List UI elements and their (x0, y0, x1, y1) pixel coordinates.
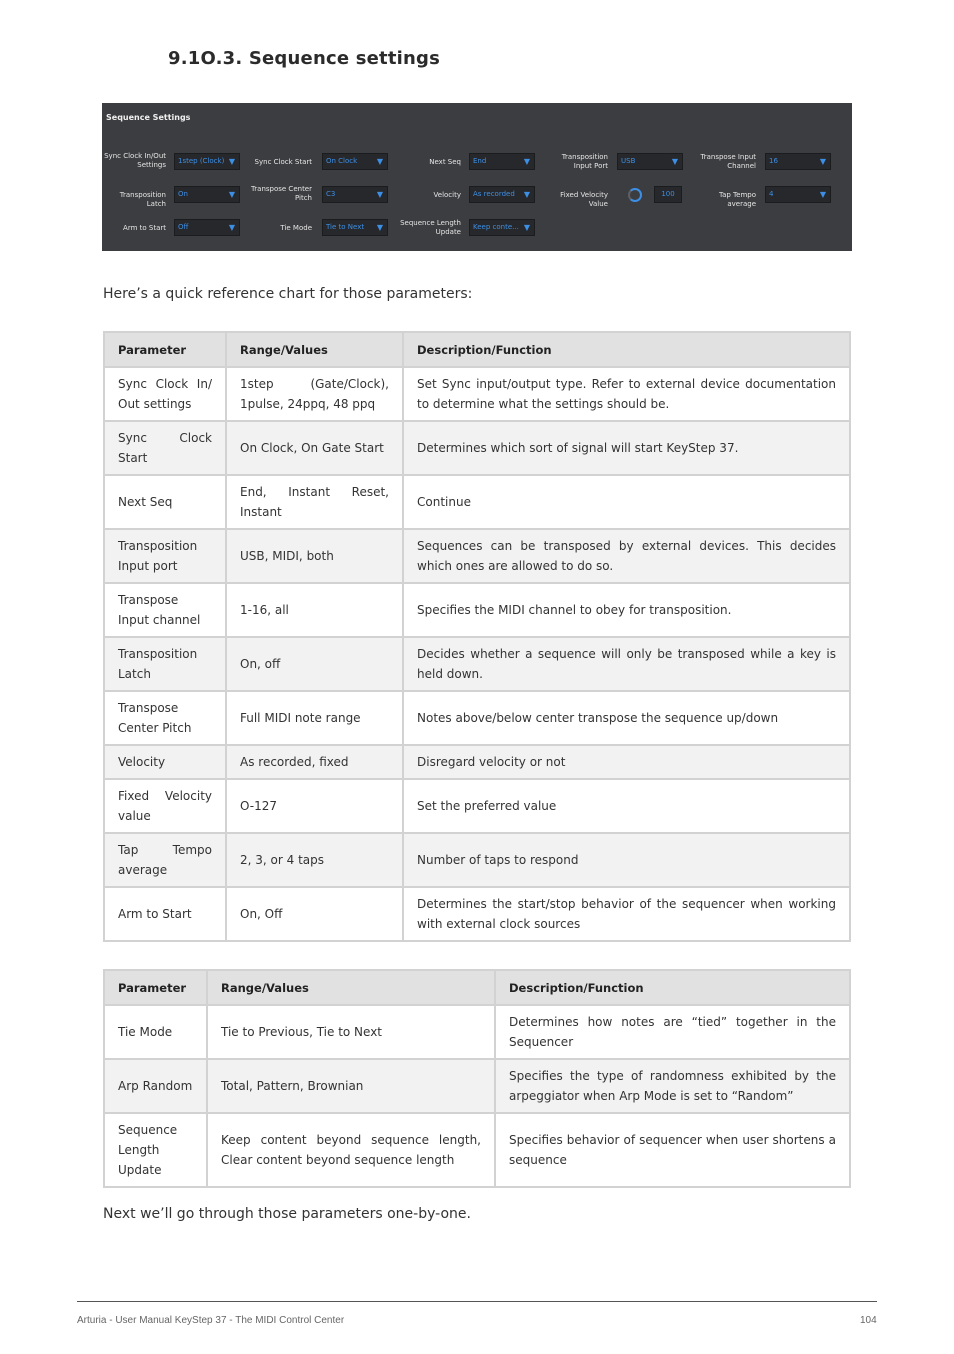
cell-range: Full MIDI note range (226, 691, 403, 745)
cell-range: End, Instant Reset, Instant (226, 475, 403, 529)
cell-range: USB, MIDI, both (226, 529, 403, 583)
transpose-center-pitch-select[interactable]: C3 ▼ (322, 186, 388, 203)
cell-parameter: Sequence Length Update (104, 1113, 207, 1187)
fixed-velocity-knob-icon[interactable] (628, 188, 642, 202)
chevron-down-icon: ▼ (228, 157, 235, 166)
cell-description: Disregard velocity or not (403, 745, 850, 779)
cell-parameter: Transposition Input port (104, 529, 226, 583)
sync-clock-settings-label: Sync Clock In/Out Settings (104, 152, 166, 169)
table-row (104, 887, 850, 941)
header-parameter: Parameter (104, 970, 207, 1005)
table-row (104, 779, 850, 833)
cell-range: Total, Pattern, Brownian (207, 1059, 495, 1113)
cell-parameter: Velocity (104, 745, 226, 779)
next-seq-select[interactable]: End ▼ (469, 153, 535, 170)
table-row (104, 691, 850, 745)
sequence-length-update-label: Sequence Length Update (400, 219, 461, 236)
chevron-down-icon: ▼ (523, 223, 530, 232)
sequence-settings-panel (102, 103, 852, 251)
transposition-latch-label: Transposition Latch (119, 191, 166, 208)
cell-parameter: Transpose Input channel (104, 583, 226, 637)
chevron-down-icon: ▼ (523, 190, 530, 199)
tap-tempo-average-label: Tap Tempo average (718, 191, 756, 208)
header-description: Description/Function (403, 332, 850, 367)
chevron-down-icon: ▼ (819, 190, 826, 199)
chevron-down-icon: ▼ (228, 190, 235, 199)
cell-range: Tie to Previous, Tie to Next (207, 1005, 495, 1059)
sync-clock-start-select[interactable]: On Clock ▼ (322, 153, 388, 170)
cell-parameter: Transpose Center Pitch (104, 691, 226, 745)
cell-parameter: Sync Clock Start (104, 421, 226, 475)
velocity-select[interactable]: As recorded ▼ (469, 186, 535, 203)
arm-to-start-label: Arm to Start (123, 224, 166, 232)
tap-tempo-average-select[interactable]: 4 ▼ (765, 186, 831, 203)
transpose-input-channel-select[interactable]: 16 ▼ (765, 153, 831, 170)
table-row (104, 367, 850, 421)
section-heading: 9.1O.3. Sequence settings (168, 48, 441, 69)
cell-description: Set Sync input/output type. Refer to external device documentation to determine what the settings should be. (403, 367, 850, 421)
transpose-center-pitch-label: Transpose Center Pitch (251, 185, 312, 202)
cell-range: On Clock, On Gate Start (226, 421, 403, 475)
header-range-values: Range/Values (207, 970, 495, 1005)
cell-range: O-127 (226, 779, 403, 833)
cell-parameter: Transposition Latch (104, 637, 226, 691)
footer-title: Arturia - User Manual KeyStep 37 - The MIDI Control Center (77, 1315, 345, 1326)
fixed-velocity-value-label: Fixed Velocity Value (560, 191, 608, 208)
arm-to-start-select[interactable]: Off ▼ (174, 219, 240, 236)
chevron-down-icon: ▼ (523, 157, 530, 166)
table-row (104, 583, 850, 637)
cell-range: As recorded, fixed (226, 745, 403, 779)
panel-title: Sequence Settings (106, 113, 191, 122)
transpose-input-channel-label: Transpose Input Channel (700, 153, 756, 170)
cell-parameter: Arm to Start (104, 887, 226, 941)
cell-parameter: Arp Random (104, 1059, 207, 1113)
cell-description: Notes above/below center transpose the sequence up/down (403, 691, 850, 745)
sync-clock-settings-select[interactable]: 1step (Clock) ▼ (174, 153, 240, 170)
parameters-table-2 (103, 969, 851, 1188)
header-description: Description/Function (495, 970, 850, 1005)
cell-range: 1-16, all (226, 583, 403, 637)
page-number: 104 (860, 1315, 877, 1326)
chevron-down-icon: ▼ (376, 223, 383, 232)
cell-range: 2, 3, or 4 taps (226, 833, 403, 887)
transposition-input-port-label: Transposition Input Port (561, 153, 608, 170)
cell-range: On, Off (226, 887, 403, 941)
footer-divider (77, 1301, 877, 1302)
cell-description: Continue (403, 475, 850, 529)
cell-description: Specifies the MIDI channel to obey for transposition. (403, 583, 850, 637)
table-row (104, 1113, 850, 1187)
cell-description: Determines which sort of signal will start KeyStep 37. (403, 421, 850, 475)
cell-range: 1step (Gate/Clock), 1pulse, 24ppq, 48 ppq (226, 367, 403, 421)
cell-description: Specifies behavior of sequencer when user shortens a sequence (495, 1113, 850, 1187)
table-row (104, 421, 850, 475)
cell-parameter: Fixed Velocity value (104, 779, 226, 833)
chevron-down-icon: ▼ (376, 157, 383, 166)
cell-description: Set the preferred value (403, 779, 850, 833)
cell-description: Determines the start/stop behavior of the sequencer when working with external clock sources (403, 887, 850, 941)
table-row (104, 745, 850, 779)
cell-parameter: Tie Mode (104, 1005, 207, 1059)
outro-text: Next we’ll go through those parameters one-by-one. (103, 1206, 471, 1222)
table-row (104, 1005, 850, 1059)
header-range-values: Range/Values (226, 332, 403, 367)
cell-parameter: Tap Tempo average (104, 833, 226, 887)
header-parameter: Parameter (104, 332, 226, 367)
table-row (104, 637, 850, 691)
table-row (104, 1059, 850, 1113)
fixed-velocity-value-field[interactable]: 100 (654, 186, 682, 203)
chevron-down-icon: ▼ (819, 157, 826, 166)
table-row (104, 529, 850, 583)
cell-description: Decides whether a sequence will only be transposed while a key is held down. (403, 637, 850, 691)
cell-description: Specifies the type of randomness exhibited by the arpeggiator when Arp Mode is set to “Random” (495, 1059, 850, 1113)
intro-text: Here’s a quick reference chart for those parameters: (103, 286, 473, 302)
cell-description: Sequences can be transposed by external devices. This decides which ones are allowed to do so. (403, 529, 850, 583)
velocity-label: Velocity (433, 191, 461, 199)
cell-description: Number of taps to respond (403, 833, 850, 887)
tie-mode-select[interactable]: Tie to Next ▼ (322, 219, 388, 236)
transposition-latch-select[interactable]: On ▼ (174, 186, 240, 203)
parameters-table-1 (103, 331, 851, 942)
cell-range: On, off (226, 637, 403, 691)
chevron-down-icon: ▼ (228, 223, 235, 232)
chevron-down-icon: ▼ (376, 190, 383, 199)
sequence-length-update-select[interactable]: Keep conte... ▼ (469, 219, 535, 236)
transposition-input-port-select[interactable]: USB ▼ (617, 153, 683, 170)
cell-parameter: Next Seq (104, 475, 226, 529)
chevron-down-icon: ▼ (671, 157, 678, 166)
table-row (104, 833, 850, 887)
cell-parameter: Sync Clock In/ Out settings (104, 367, 226, 421)
next-seq-label: Next Seq (429, 158, 461, 166)
cell-description: Determines how notes are “tied” together in the Sequencer (495, 1005, 850, 1059)
table-row (104, 475, 850, 529)
tie-mode-label: Tie Mode (280, 224, 312, 232)
sync-clock-start-label: Sync Clock Start (254, 158, 312, 166)
cell-range: Keep content beyond sequence length, Clear content beyond sequence length (207, 1113, 495, 1187)
